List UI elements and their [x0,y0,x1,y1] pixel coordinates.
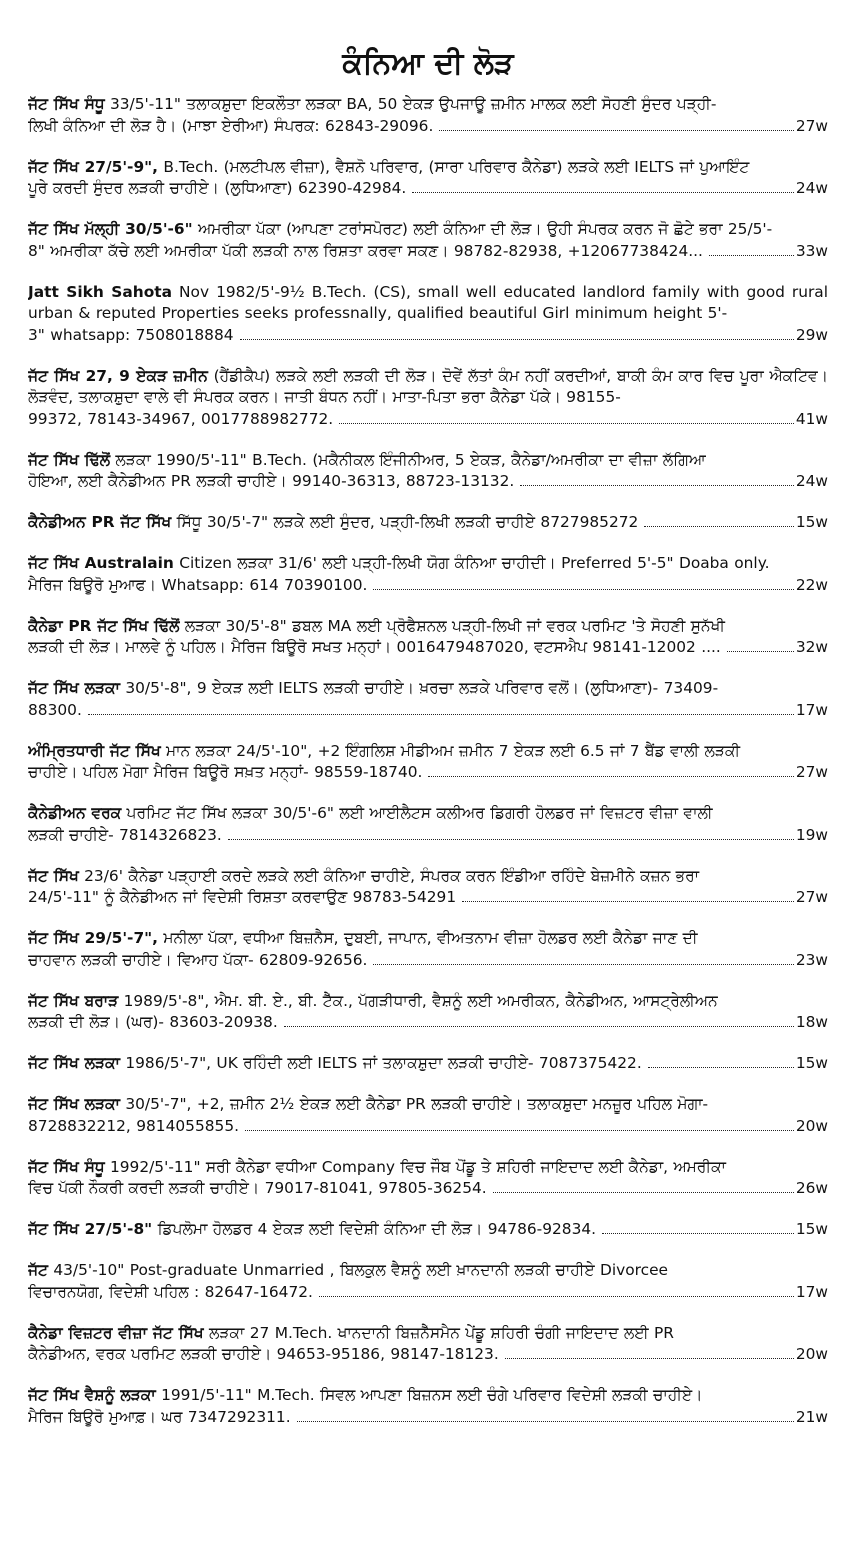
ad-body [28,450,828,472]
ad-text: Nov 1982/5'-9½ B.Tech. (CS), small well educated landlord family with good rural urban & reputed Properties seeks professnally, qualified beautiful Girl minimum height 5'- [28,282,828,322]
classified-ad [28,1219,828,1241]
ad-contact: ਲਿਖੀ ਕੰਨਿਆ ਦੀ ਲੋੜ ਹੈ। (ਮਾਝਾ ਏਰੀਆ) ਸੰਪਰਕ: 62843-29096. [28,116,434,135]
ad-body [28,991,828,1013]
ad-text: ਮਨੀਲਾ ਪੱਕਾ, ਵਧੀਆ ਬਿਜ਼ਨੈਸ, ਦੁਬਈ, ਜਾਪਾਨ, ਵੀਅਤਨਾਮ ਵੀਜ਼ਾ ਹੋਲਡਰ ਲਈ ਕੈਨੇਡਾ ਜਾਣ ਦੀ [158,929,698,947]
ad-heading: ਜੱਟ ਸਿੱਖ ਸੰਧੂ [28,95,105,113]
ad-word-count: 33w [795,241,828,260]
dot-leader [462,900,794,902]
ad-text: 30/5'-8", 9 ਏਕੜ ਲਈ IELTS ਲੜਕੀ ਚਾਹੀਏ। ਖ਼ਰਚਾ ਲੜਕੇ ਪਰਿਵਾਰ ਵਲੋਂ। (ਲੁਧਿਆਣਾ)- 73409- [119,679,719,697]
ad-line [28,1053,828,1075]
ad-last-line [28,178,828,200]
ad-heading: ਜੱਟ ਸਿੱਖ ਵੈਸ਼ਨੂੰ ਲੜਕਾ [28,1386,156,1404]
classified-ad [28,741,828,784]
ad-text: ਮਾਨ ਲੜਕਾ 24/5'-10", +2 ਇੰਗਲਿਸ਼ ਮੀਡੀਅਮ ਜ਼ਮੀਨ 7 ਏਕੜ ਲਈ 6.5 ਜਾਂ 7 ਬੈਂਡ ਵਾਲੀ ਲੜਕੀ [160,741,741,760]
ad-heading: ਜੱਟ ਸਿੱਖ 29/5'-7", [28,929,159,947]
ad-text: 1991/5'-11" M.Tech. ਸਿਵਲ ਆਪਣਾ ਬਿਜ਼ਨਸ ਲਈ ਚੰਗੇ ਪਰਿਵਾਰ ਵਿਦੇਸ਼ੀ ਲੜਕੀ ਚਾਹੀਏ। [155,1386,703,1404]
ad-contact: 99372, 78143-34967, 0017788982772. [28,409,334,428]
ad-word-count: 19w [795,825,828,844]
ad-last-line [28,1282,828,1304]
dot-leader [520,484,794,486]
ad-text: ਸਿੱਧੂ 30/5'-7" ਲੜਕੇ ਲਈ ਸੁੰਦਰ, ਪੜ੍ਹੀ-ਲਿਖੀ ਲੜਕੀ ਚਾਹੀਏ 8727985272 [171,513,639,531]
dot-leader [428,775,793,777]
ad-text: ਲੜਕਾ 27 M.Tech. ਖਾਨਦਾਨੀ ਬਿਜ਼ਨੈੱਸਮੈਨ ਪੇਂਡੂ ਸ਼ਹਿਰੀ ਚੰਗੀ ਜਾਇਦਾਦ ਲਈ PR [203,1323,674,1342]
ad-last-line [28,325,828,347]
ad-contact: ਲੜਕੀ ਚਾਹੀਏ- 7814326823. [28,825,222,844]
dot-leader [644,525,794,527]
dot-leader [88,713,794,715]
ad-last-line [28,700,828,722]
dot-leader [648,1066,794,1068]
ad-text: 1986/5'-7", UK ਰਹਿੰਦੀ ਲਈ IELTS ਜਾਂ ਤਲਾਕਸ਼ੁਦਾ ਲੜਕੀ ਚਾਹੀਏ- 7087375422. [119,1054,642,1072]
dot-leader [284,1025,794,1027]
ad-word-count: 26w [795,1179,828,1197]
ad-heading: ਕੈਨੇਡਾ ਵਿਜ਼ਟਰ ਵੀਜ਼ਾ ਜੱਟ ਸਿੱਖ [28,1323,204,1342]
ad-word-count: 24w [795,179,828,197]
ad-text-line [28,512,638,534]
ad-heading: ਜੱਟ ਸਿੱਖ Australain [28,554,174,572]
classified-ad [28,1260,828,1303]
ad-last-line [28,116,828,138]
ad-word-count: 20w [795,1345,828,1363]
ad-contact: ਲੜਕੀ ਦੀ ਲੋੜ। ਮਾਲਵੇ ਨੂੰ ਪਹਿਲ। ਮੈਰਿਜ ਬਿਊਰੋ ਸਖਤ ਮਨ੍ਹਾਂ। 0016479487020, ਵਟਸਐਪ 98141-12002 .... [28,638,721,656]
dot-leader [373,588,793,590]
dot-leader [505,1357,794,1359]
ad-heading: ਕੈਨੇਡੀਅਨ ਵਰਕ [28,804,122,822]
classified-ad [28,1094,828,1137]
dot-leader [602,1232,794,1234]
ad-word-count: 17w [795,1282,828,1301]
ad-last-line [28,762,828,784]
ad-heading: ਜੱਟ ਸਿੱਖ ਬਰਾੜ [28,991,119,1010]
dot-leader [412,191,794,193]
ad-text: 33/5'-11" ਤਲਾਕਸ਼ੁਦਾ ਇਕਲੌਤਾ ਲੜਕਾ BA, 50 ਏਕੜ ਉਪਜਾਊ ਜ਼ਮੀਨ ਮਾਲਕ ਲਈ ਸੋਹਣੀ ਸੁੰਦਰ ਪੜ੍ਹੀ- [104,95,717,113]
ad-heading: ਜੱਟ ਸਿੱਖ [28,866,79,885]
ad-word-count: 15w [795,1220,828,1238]
ad-word-count: 29w [795,325,828,344]
classified-ad [28,219,828,262]
ad-contact: 8" ਅਮਰੀਕਾ ਕੱਚੇ ਲਈ ਅਮਰੀਕਾ ਪੱਕੀ ਲੜਕੀ ਨਾਲ ਰਿਸ਼ਤਾ ਕਰਵਾ ਸਕਣ। 98782-82938, +12067738424... [28,241,703,260]
ad-last-line [28,1344,828,1366]
ad-contact: ਮੈਰਿਜ ਬਿਊਰੋ ਮੁਆਫ। Whatsapp: 614 70390100. [28,575,368,594]
ad-word-count: 27w [795,888,828,906]
ad-body [28,616,828,638]
classified-ad [28,157,828,200]
ad-word-count: 32w [795,638,828,656]
ad-text: ਅਮਰੀਕਾ ਪੱਕਾ (ਆਪਣਾ ਟਰਾਂਸਪੋਰਟ) ਲਈ ਕੰਨਿਆ ਦੀ ਲੋੜ। ਉਹੀ ਸੰਪਰਕ ਕਰਨ ਜੋ ਛੋਟੇ ਭਰਾ 25/5'- [192,220,773,238]
ad-last-line [28,637,828,659]
ad-heading: ਜੱਟ ਸਿੱਖ 27/5'-9", [28,157,159,176]
ad-last-line [28,950,828,972]
page-title: ਕੰਨਿਆ ਦੀ ਲੋੜ [342,46,514,81]
ad-contact: ਚਾਹੀਏ। ਪਹਿਲ ਮੋਗਾ ਮੈਰਿਜ ਬਿਊਰੋ ਸਖ਼ਤ ਮਨ੍ਹਾਂ- 98559-18740. [28,763,423,781]
ad-text: (ਹੈਂਡੀਕੈਪ) ਲੜਕੇ ਲਈ ਲੜਕੀ ਦੀ ਲੋੜ। ਦੋਵੇਂ ਲੱਤਾਂ ਕੰਮ ਨਹੀਂ ਕਰਦੀਆਂ, ਬਾਕੀ ਕੰਮ ਕਾਰ ਵਿਚ ਪੂਰਾ ਐਕਟਿਵ। ਲੋੜਵੰਦ, ਤਲਾਕਸ਼ੁਦਾ ਵਾਲੇ ਵੀ ਸੰਪਰਕ ਕਰਨ। ਜਾਤੀ ਬੰਧਨ ਨਹੀਂ। ਮਾਤਾ-ਪਿਤਾ ਭਰਾ ਕੈਨੇਡਾ ਪੱਕੇ। 98155- [28,366,828,406]
ad-body [28,1385,828,1407]
ad-contact: 3" whatsapp: 7508018884 [28,325,234,344]
ad-last-line [28,409,828,431]
dot-leader [493,1191,794,1193]
ad-body [28,1094,828,1116]
ad-contact: ਕੈਨੇਡੀਅਨ, ਵਰਕ ਪਰਮਿਟ ਲੜਕੀ ਚਾਹੀਏ। 94653-95186, 98147-18123. [28,1345,499,1363]
ad-last-line [28,1407,828,1429]
ad-body [28,1323,828,1345]
dot-leader [245,1129,794,1131]
ad-word-count: 27w [795,116,828,135]
ad-last-line [28,575,828,597]
dot-leader [709,254,794,256]
ad-heading: ਜੱਟ ਸਿੱਖ ਮੱਲ੍ਹੀ 30/5'-6" [28,220,193,238]
classified-ad [28,512,828,534]
classified-ad [28,928,828,971]
ad-heading: ਅੰਮ੍ਰਿਤਧਾਰੀ ਜੱਟ ਸਿੱਖ [28,741,161,760]
ad-heading: ਜੱਟ ਸਿੱਖ 27/5'-8" [28,1220,153,1238]
ad-word-count: 17w [795,700,828,719]
ad-text: 1989/5'-8", ਐਮ. ਬੀ. ਏ., ਬੀ. ਟੈੱਕ., ਪੱਗੜੀਧਾਰੀ, ਵੈਸ਼ਨੂੰ ਲਈ ਅਮਰੀਕਨ, ਕੈਨੇਡੀਅਨ, ਆਸਟ੍ਰੇਲੀਅਨ [118,991,718,1010]
ad-body [28,678,828,700]
ad-contact: ਲੜਕੀ ਦੀ ਲੋੜ। (ਘਰ)- 83603-20938. [28,1013,278,1031]
ad-last-line [28,241,828,263]
ad-contact: ਹੋਇਆ, ਲਈ ਕੈਨੇਡੀਅਨ PR ਲੜਕੀ ਚਾਹੀਏ। 99140-36313, 88723-13132. [28,472,515,490]
classified-ad [28,866,828,909]
ad-text: B.Tech. (ਮਲਟੀਪਲ ਵੀਜ਼ਾ), ਵੈਸ਼ਨੋ ਪਰਿਵਾਰ, (ਸਾਰਾ ਪਰਿਵਾਰ ਕੈਨੇਡਾ) ਲੜਕੇ ਲਈ IELTS ਜਾਂ ਪੁਆਇੰਟ [158,157,750,176]
classified-ad [28,94,828,137]
ad-text-line [28,1219,596,1241]
ad-text: 30/5'-7", +2, ਜ਼ਮੀਨ 2½ ਏਕੜ ਲਈ ਕੈਨੇਡਾ PR ਲੜਕੀ ਚਾਹੀਏ। ਤਲਾਕਸ਼ੁਦਾ ਮਨਜ਼ੂਰ ਪਹਿਲ ਮੋਗਾ- [119,1095,709,1113]
dot-leader [439,129,793,131]
dot-leader [319,1295,794,1297]
ad-contact: 8728832212, 9814055855. [28,1116,240,1135]
ad-list [28,94,828,1428]
ad-last-line [28,1012,828,1034]
ad-contact: ਪੂਰੇ ਕਰਦੀ ਸੁੰਦਰ ਲੜਕੀ ਚਾਹੀਏ। (ਲੁਧਿਆਣਾ) 62390-42984. [28,179,407,197]
ad-word-count: 24w [795,472,828,490]
ad-heading: ਕੈਨੇਡੀਅਨ PR ਜੱਟ ਸਿੱਖ [28,513,172,531]
ad-word-count: 20w [795,1116,828,1135]
ad-text: 23/6' ਕੈਨੇਡਾ ਪੜ੍ਹਾਈ ਕਰਦੇ ਲੜਕੇ ਲਈ ਕੰਨਿਆ ਚਾਹੀਏ, ਸੰਪਰਕ ਕਰਨ ਇੰਡੀਆ ਰਹਿੰਦੇ ਬੇਜ਼ਮੀਨੇ ਕਜ਼ਨ ਭਰਾ [78,866,700,885]
ad-word-count: 15w [795,513,828,531]
dot-leader [297,1420,794,1422]
ad-word-count: 27w [795,763,828,781]
ad-line [28,512,828,534]
ad-body [28,366,828,409]
ad-contact: ਚਾਹਵਾਨ ਲੜਕੀ ਚਾਹੀਏ। ਵਿਆਹ ਪੱਕਾ- 62809-92656. [28,950,368,969]
ad-text: 1992/5'-11" ਸਰੀ ਕੈਨੇਡਾ ਵਧੀਆ Company ਵਿਚ ਜੌਬ ਪੋਂਡੂ ਤੇ ਸ਼ਹਿਰੀ ਜਾਇਦਾਦ ਲਈ ਕੈਨੇਡਾ, ਅਮਰੀਕਾ [104,1157,726,1176]
ad-word-count: 23w [795,950,828,969]
ad-body [28,928,828,950]
ad-text: 43/5'-10" Post-graduate Unmarried , ਬਿਲਕੁਲ ਵੈਸ਼ਨੂੰ ਲਈ ਖ਼ਾਨਦਾਨੀ ਲੜਕੀ ਚਾਹੀਏ Divorcee [47,1261,669,1279]
classified-ad [28,366,828,431]
ad-word-count: 18w [795,1013,828,1031]
dot-leader [240,338,794,340]
ad-word-count: 15w [795,1054,828,1072]
ad-body [28,553,828,575]
ad-text: Citizen ਲੜਕਾ 31/6' ਲਈ ਪੜ੍ਹੀ-ਲਿਖੀ ਯੋਗ ਕੰਨਿਆ ਚਾਹੀਦੀ। Preferred 5'-5" Doaba only. [173,554,770,572]
ad-body [28,219,828,241]
classified-ad [28,803,828,846]
ad-heading: ਕੈਨੇਡਾ PR ਜੱਟ ਸਿੱਖ ਢਿੱਲੋਂ [28,616,180,635]
ad-last-line [28,471,828,493]
ad-body [28,282,828,325]
ad-word-count: 22w [795,575,828,594]
ad-text-line [28,1053,642,1075]
ad-body [28,94,828,116]
ad-contact: ਮੈਰਿਜ ਬਿਊਰੋ ਮੁਆਫ਼। ਘਰ 7347292311. [28,1407,291,1426]
ad-word-count: 41w [795,409,828,428]
ad-contact: ਵਿਚਾਰਨਯੋਗ, ਵਿਦੇਸ਼ੀ ਪਹਿਲ : 82647-16472. [28,1282,313,1301]
ad-heading: ਜੱਟ ਸਿੱਖ ਸੰਧੂ [28,1157,105,1176]
ad-word-count: 21w [795,1407,828,1426]
classified-ad [28,1323,828,1366]
ad-body [28,157,828,179]
ad-line [28,1219,828,1241]
ad-heading: ਜੱਟ [28,1261,48,1279]
classified-ad [28,553,828,596]
ad-heading: ਜੱਟ ਸਿੱਖ ਢਿੱਲੋਂ [28,450,111,469]
dot-leader [339,422,794,424]
ad-body [28,1157,828,1179]
dot-leader [727,650,794,652]
ad-last-line [28,887,828,909]
ad-heading: ਜੱਟ ਸਿੱਖ ਲੜਕਾ [28,1095,120,1113]
dot-leader [373,963,793,965]
classified-ad [28,282,828,347]
ad-last-line [28,1116,828,1138]
ad-contact: 88300. [28,700,82,719]
ad-heading: ਜੱਟ ਸਿੱਖ ਲੜਕਾ [28,1054,120,1072]
ad-text: ਲੜਕਾ 30/5'-8" ਡਬਲ MA ਲਈ ਪ੍ਰੋਫੈਸ਼ਨਲ ਪੜ੍ਹੀ-ਲਿਖੀ ਜਾਂ ਵਰਕ ਪਰਮਿਟ 'ਤੇ ਸੋਹਣੀ ਸੁਨੱਖੀ [179,616,725,635]
ad-last-line [28,825,828,847]
classified-ad [28,450,828,493]
ad-body [28,803,828,825]
ad-body [28,741,828,763]
ad-heading: ਜੱਟ ਸਿੱਖ ਲੜਕਾ [28,679,120,697]
classified-ad [28,991,828,1034]
classified-ad [28,678,828,721]
ad-contact: ਵਿਚ ਪੱਕੀ ਨੌਕਰੀ ਕਰਦੀ ਲੜਕੀ ਚਾਹੀਏ। 79017-81041, 97805-36254. [28,1179,487,1197]
classified-ad [28,1053,828,1075]
ad-body [28,866,828,888]
classified-ad [28,1385,828,1428]
ad-last-line [28,1178,828,1200]
classified-ad [28,616,828,659]
ad-body [28,1260,828,1282]
classified-ad [28,1157,828,1200]
ad-heading: Jatt Sikh Sahota [28,282,173,301]
dot-leader [228,838,794,840]
ad-text: ਡਿਪਲੋਮਾ ਹੋਲਡਰ 4 ਏਕੜ ਲਈ ਵਿਦੇਸ਼ੀ ਕੰਨਿਆ ਦੀ ਲੋੜ। 94786-92834. [152,1220,597,1238]
ad-heading: ਜੱਟ ਸਿੱਖ 27, 9 ਏਕੜ ਜ਼ਮੀਨ [28,366,208,385]
ad-text: ਲੜਕਾ 1990/5'-11" B.Tech. (ਮਕੈਨੀਕਲ ਇੰਜੀਨੀਅਰ, 5 ਏਕੜ, ਕੈਨੇਡਾ/ਅਮਰੀਕਾ ਦਾ ਵੀਜ਼ਾ ਲੱਗਿਆ [110,450,706,469]
ad-text: ਪਰਮਿਟ ਜੱਟ ਸਿੱਖ ਲੜਕਾ 30/5'-6" ਲਈ ਆਈਲੈਟਸ ਕਲੀਅਰ ਡਿਗਰੀ ਹੋਲਡਰ ਜਾਂ ਵਿਜ਼ਟਰ ਵੀਜ਼ਾ ਵਾਲੀ [121,804,713,822]
ad-contact: 24/5'-11" ਨੂੰ ਕੈਨੇਡੀਅਨ ਜਾਂ ਵਿਦੇਸ਼ੀ ਰਿਸ਼ਤਾ ਕਰਵਾਉਣ 98783-54291 [28,888,457,906]
